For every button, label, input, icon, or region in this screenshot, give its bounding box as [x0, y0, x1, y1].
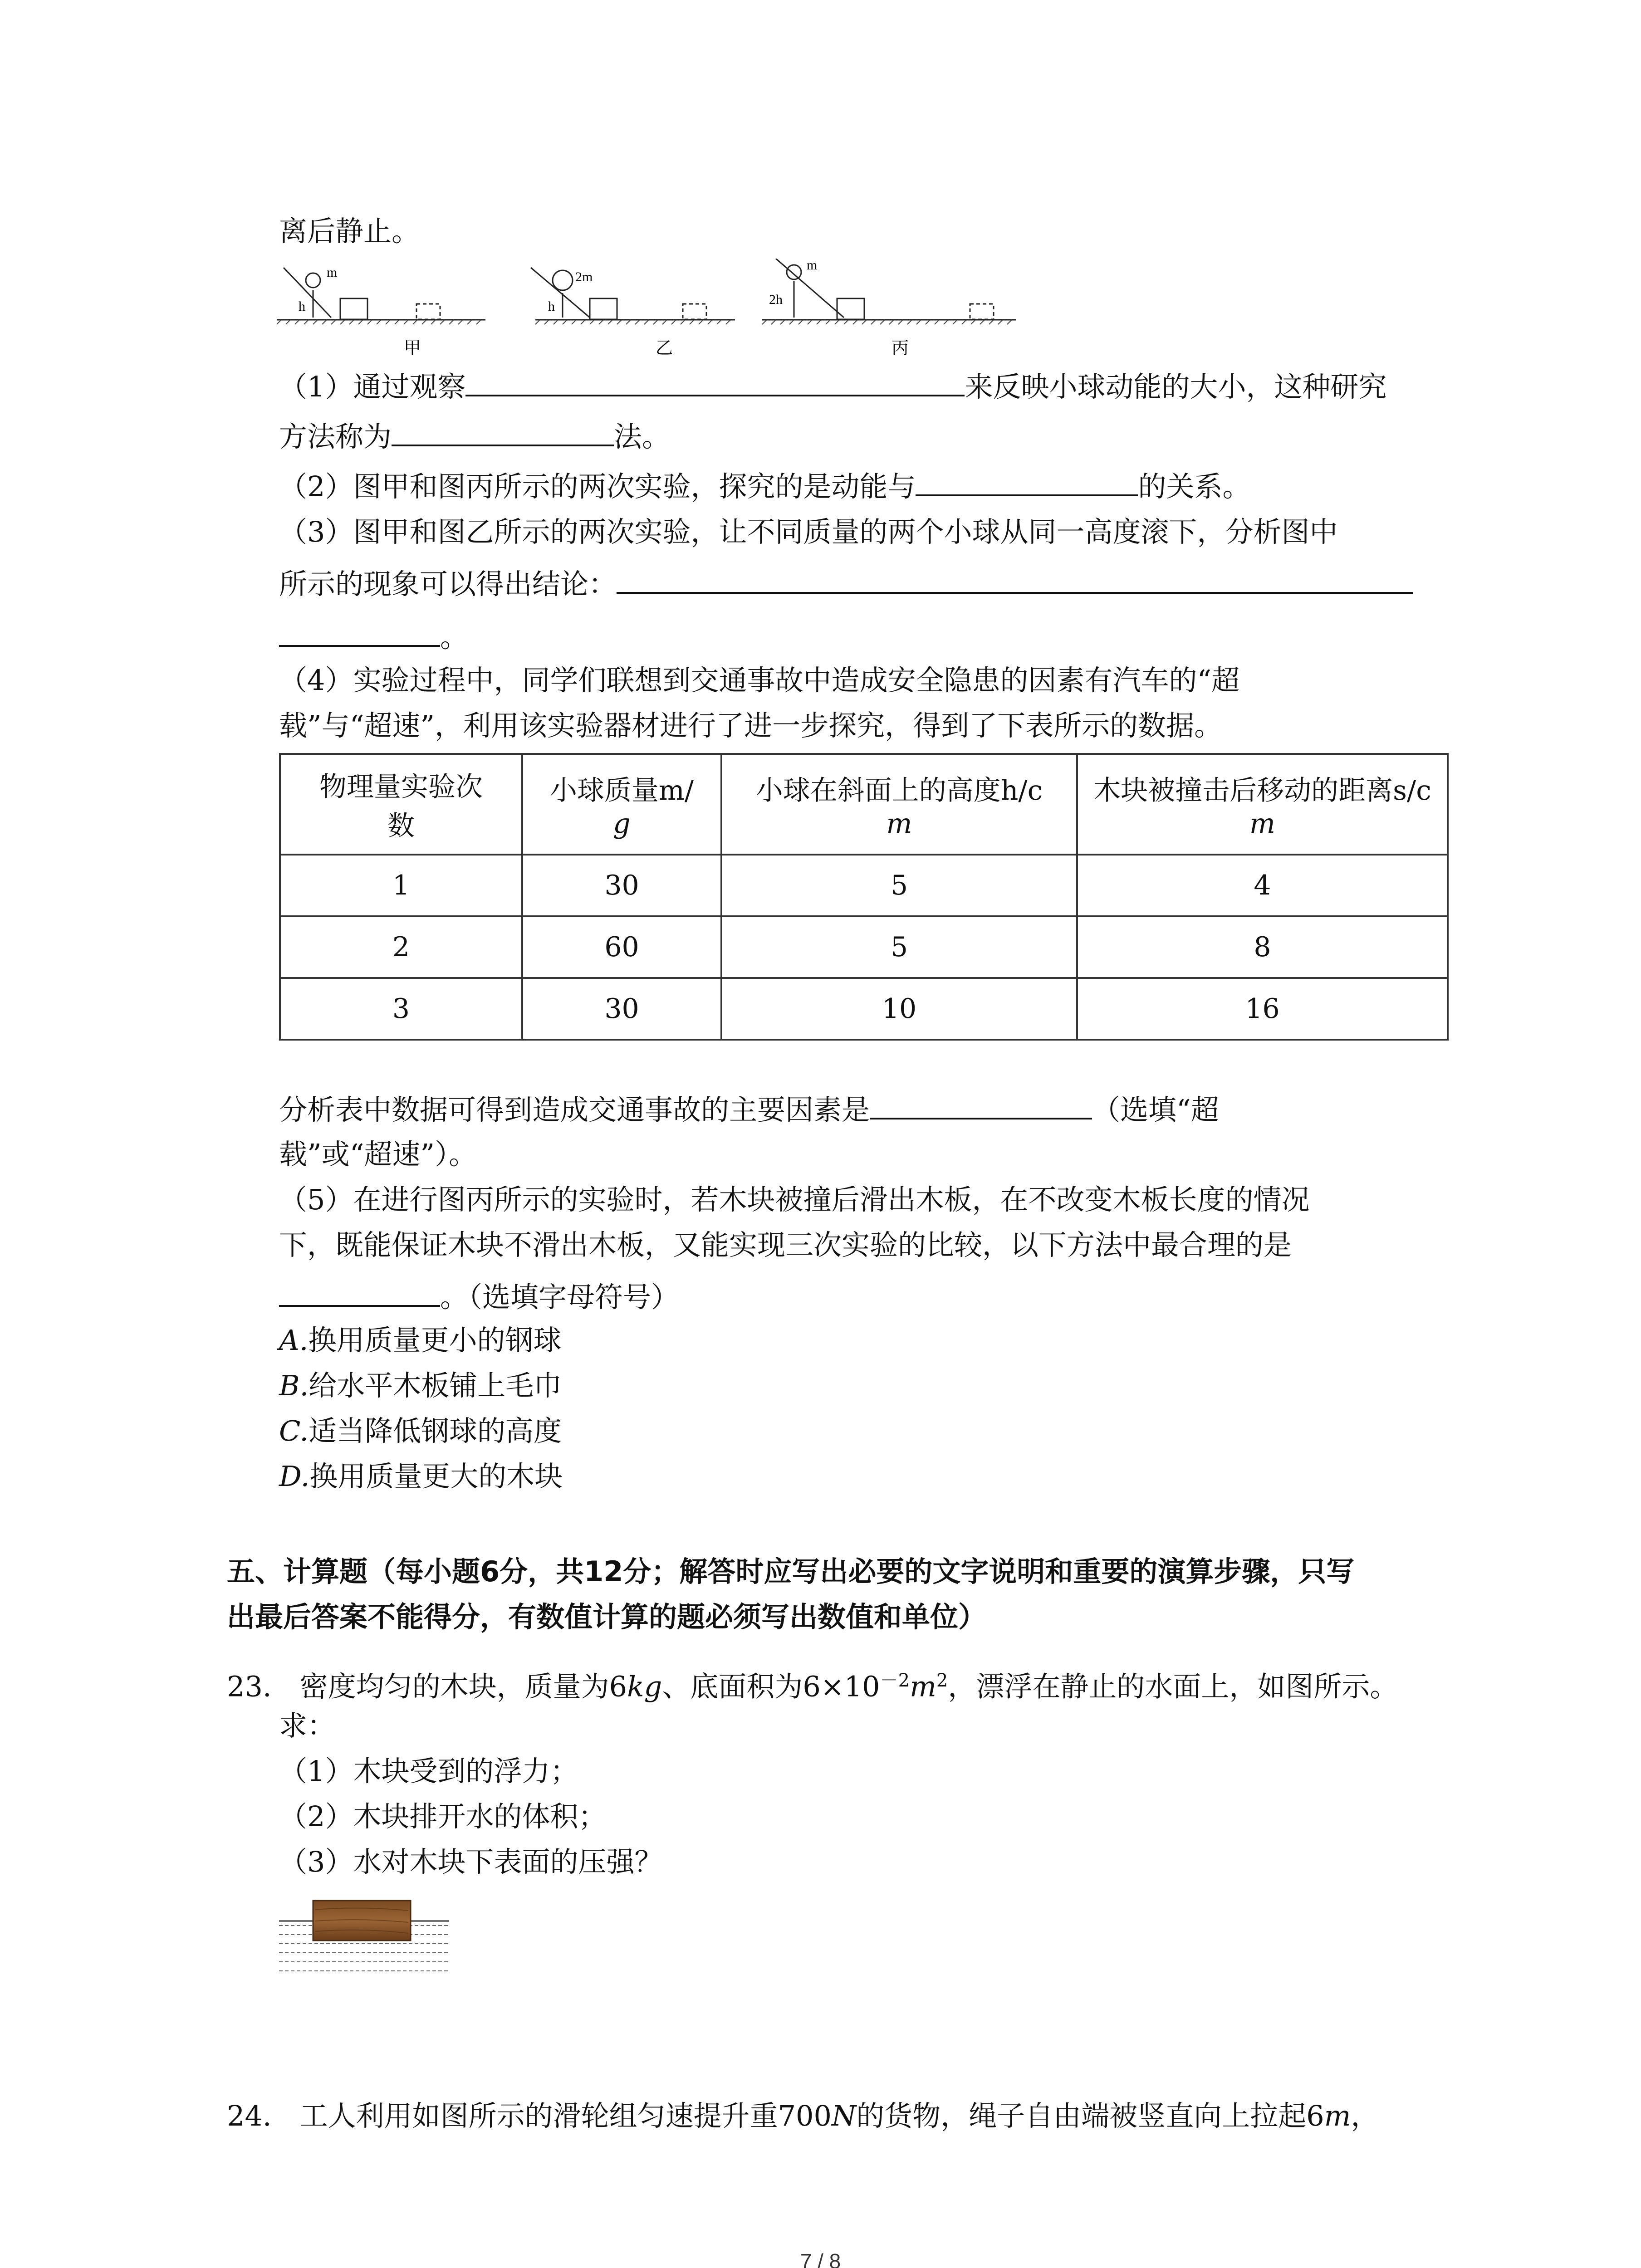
page-number: 7 / 8	[800, 2249, 841, 2268]
q22-part1: （1）通过观察 来反映小球动能的大小，这种研究	[279, 367, 1386, 405]
table-cell: 30	[522, 978, 721, 1040]
option-d[interactable]: D.换用质量更大的木块	[279, 1460, 563, 1493]
table-cell: 16	[1077, 978, 1448, 1040]
table-row	[280, 916, 1448, 978]
q23-ask: 求：	[279, 1709, 336, 1742]
floating-block-figure	[279, 1896, 451, 1982]
answer-blank-3[interactable]	[916, 466, 1138, 496]
option-a[interactable]: A.换用质量更小的钢球	[279, 1324, 562, 1357]
q23-sub1: （1）木块受到的浮力；	[279, 1755, 578, 1788]
table-cell: 3	[280, 978, 522, 1040]
answer-blank-5[interactable]	[279, 617, 440, 647]
label-m: m	[327, 265, 338, 280]
answer-blank-1[interactable]	[465, 367, 965, 396]
label-2h: 2h	[769, 292, 783, 307]
table-row	[280, 978, 1448, 1040]
table-header-row	[280, 754, 1448, 855]
label-yi: 乙	[656, 338, 673, 358]
answer-blank-7[interactable]	[279, 1277, 440, 1307]
table-cell: 2	[280, 916, 522, 978]
table-cell: 10	[721, 978, 1077, 1040]
q22-part5-cont: 下，既能保证木块不滑出木板，又能实现三次实验的比较，以下方法中最合理的是	[279, 1228, 1292, 1261]
table-header: 小球在斜面上的高度h/c m	[721, 754, 1077, 855]
option-c[interactable]: C.适当降低钢球的高度	[279, 1414, 562, 1447]
label-m-bing: m	[807, 259, 818, 273]
table-cell: 5	[721, 855, 1077, 916]
q23-sub3: （3）水对木块下表面的压强？	[279, 1845, 663, 1878]
q22-part4: （4）实验过程中，同学们联想到交通事故中造成安全隐患的因素有汽车的“超	[279, 664, 1240, 697]
q22-part3: （3）图甲和图乙所示的两次实验，让不同质量的两个小球从同一高度滚下，分析图中	[279, 515, 1338, 548]
table-cell: 1	[280, 855, 522, 916]
data-table	[279, 753, 1449, 1041]
q22-part1-cont: 方法称为 法。	[279, 416, 670, 455]
answer-blank-4[interactable]	[617, 564, 1413, 594]
q22-part3-cont: 所示的现象可以得出结论：	[279, 564, 1413, 602]
table-cell: 5	[721, 916, 1077, 978]
label-h: h	[299, 299, 305, 314]
table-row	[280, 855, 1448, 916]
q22-part2: （2）图甲和图丙所示的两次实验，探究的是动能与 的关系。	[279, 466, 1250, 505]
experiment-figures	[272, 259, 1025, 363]
table-cell: 30	[522, 855, 721, 916]
q22-analysis: 分析表中数据可得到造成交通事故的主要因素是 （选填“超	[279, 1090, 1219, 1128]
table-header: 小球质量m/ g	[522, 754, 721, 855]
table-cell: 8	[1077, 916, 1448, 978]
option-b[interactable]: B.给水平木板铺上毛巾	[279, 1369, 562, 1402]
section-title: 五、计算题（每小题6分，共12分；解答时应写出必要的文字说明和重要的演算步骤，只写	[227, 1555, 1355, 1588]
section-title-cont: 出最后答案不能得分，有数值计算的题必须写出数值和单位）	[227, 1600, 987, 1633]
q22-part3-end: 。	[279, 617, 468, 655]
table-header: 物理量实验次 数	[280, 754, 522, 855]
q22-part5-end: 。（选填字母符号）	[279, 1277, 679, 1315]
q22-part4-cont: 载”与“超速”，利用该实验器材进行了进一步探究，得到了下表所示的数据。	[279, 709, 1223, 742]
q22-intro-tail: 离后静止。	[279, 215, 420, 248]
q24-stem: 24. 工人利用如图所示的滑轮组匀速提升重700N的货物，绳子自由端被竖直向上拉起6m，	[227, 2099, 1379, 2132]
answer-blank-6[interactable]	[870, 1090, 1092, 1119]
label-jia: 甲	[404, 338, 421, 358]
q22-part5: （5）在进行图丙所示的实验时，若木块被撞后滑出木板，在不改变木板长度的情况	[279, 1183, 1310, 1216]
table-header: 木块被撞击后移动的距离s/c m	[1077, 754, 1448, 855]
q22-analysis-cont: 载”或“超速”）。	[279, 1138, 477, 1171]
table-cell: 60	[522, 916, 721, 978]
answer-blank-2[interactable]	[392, 416, 614, 446]
table-cell: 4	[1077, 855, 1448, 916]
q23-sub2: （2）木块排开水的体积；	[279, 1800, 607, 1833]
label-h-yi: h	[548, 299, 555, 314]
label-2m: 2m	[575, 269, 593, 284]
q23-stem: 23. 密度均匀的木块，质量为6kg、底面积为$6\times 10^{-2}m^2$，漂浮在静止的水面上，如图所示。	[227, 1670, 1398, 1703]
label-bing: 丙	[892, 338, 909, 358]
